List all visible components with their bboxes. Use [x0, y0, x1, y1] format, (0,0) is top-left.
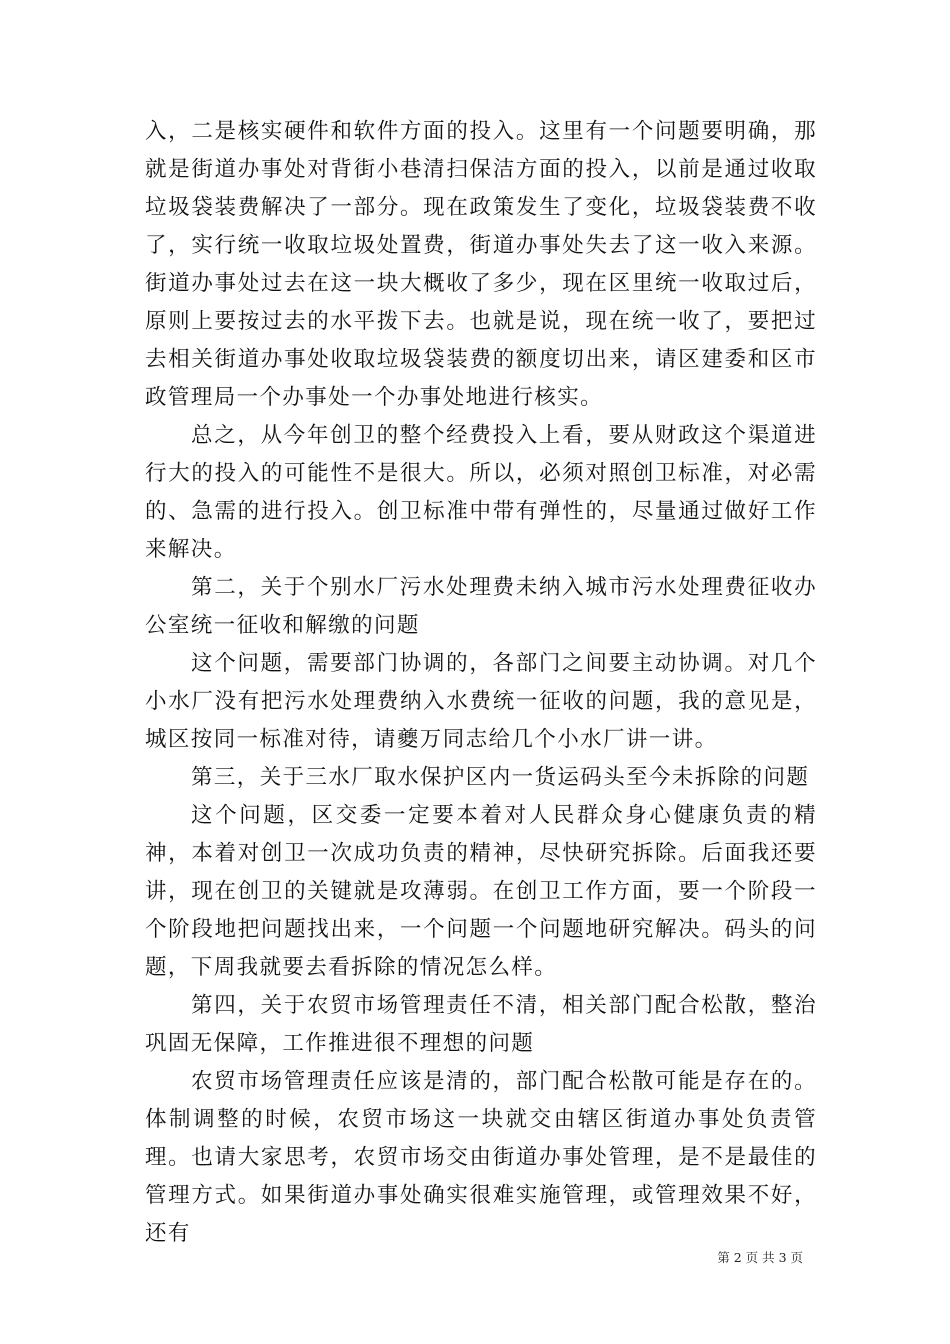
document-body [145, 113, 817, 1253]
paragraph-8: 农贸市场管理责任应该是清的，部门配合松散可能是存在的。体制调整的时候，农贸市场这一块就交由辖区街道办事处负责管理。也请大家思考，农贸市场交由街道办事处管理，是不是最佳的管理方式。如果街道办事处确实很难实施管理，或管理效果不好，还有 [145, 1069, 817, 1246]
section-heading-3: 第三，关于三水厂取水保护区内一货运码头至今未拆除的问题 [191, 765, 810, 790]
paragraph-1: 入，二是核实硬件和软件方面的投入。这里有一个问题要明确，那就是街道办事处对背街小巷清扫保洁方面的投入，以前是通过收取垃圾袋装费解决了一部分。现在政策发生了变化，垃圾袋装费不收了，实行统一收取垃圾处置费，街道办事处失去了这一收入来源。街道办事处过去在这一块大概收了多少，现在区里统一收取过后，原则上要按过去的水平拨下去。也就是说，现在统一收了，要把过去相关街道办事处收取垃圾袋装费的额度切出来，请区建委和区市政管理局一个办事处一个办事处地进行核实。 [145, 119, 817, 410]
paragraph-4: 这个问题，需要部门协调的，各部门之间要主动协调。对几个小水厂没有把污水处理费纳入水费统一征收的问题，我的意见是，城区按同一标准对待，请夔万同志给几个小水厂讲一讲。 [145, 651, 817, 752]
section-heading-4: 第四，关于农贸市场管理责任不清，相关部门配合松散，整治巩固无保障，工作推进很不理想的问题 [145, 993, 817, 1056]
paragraph-2: 总之，从今年创卫的整个经费投入上看，要从财政这个渠道进行大的投入的可能性不是很大。所以，必须对照创卫标准，对必需的、急需的进行投入。创卫标准中带有弹性的，尽量通过做好工作来解决。 [145, 423, 817, 562]
page-number-footer: 第 2 页 共 3 页 [717, 1250, 803, 1265]
section-heading-2: 第二，关于个别水厂污水处理费未纳入城市污水处理费征收办公室统一征收和解缴的问题 [145, 575, 817, 638]
paragraph-6: 这个问题，区交委一定要本着对人民群众身心健康负责的精神，本着对创卫一次成功负责的精神，尽快研究拆除。后面我还要讲，现在创卫的关键就是攻薄弱。在创卫工作方面，要一个阶段一个阶段地把问题找出来，一个问题一个问题地研究解决。码头的问题，下周我就要去看拆除的情况怎么样。 [145, 803, 817, 980]
